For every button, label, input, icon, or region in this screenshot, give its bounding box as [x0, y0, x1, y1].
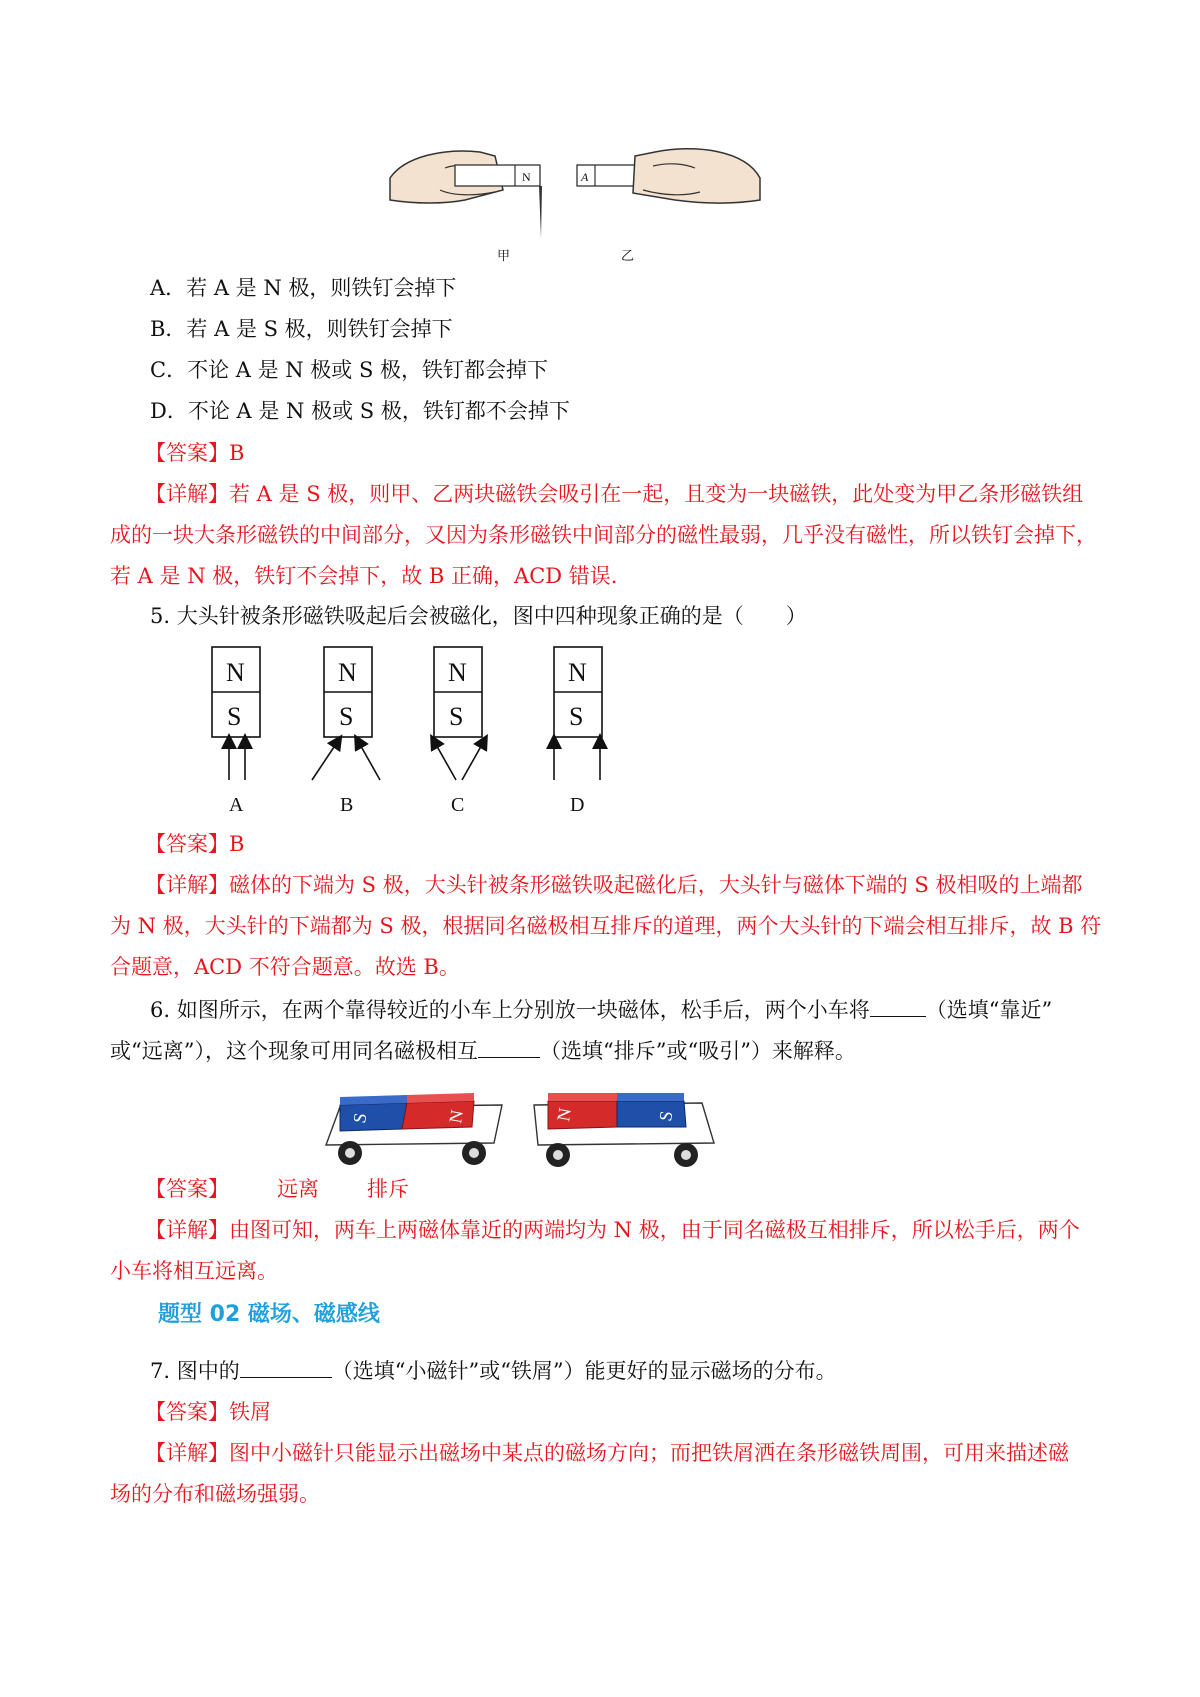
answer-blank: [478, 1035, 540, 1058]
answer-value-1: 远离: [277, 1177, 319, 1201]
detail-tag: 【详解】: [145, 1441, 229, 1465]
q6-cars-figure: [322, 1079, 722, 1189]
pole-n: N: [338, 658, 357, 687]
stem-text: （选填“排斥”或“吸引”）来解释。: [539, 1039, 856, 1063]
answer-tag: 【答案】: [145, 1400, 229, 1424]
label-a: A: [229, 794, 244, 815]
detail-tag: 【详解】: [145, 1218, 229, 1242]
answer-value: 铁屑: [229, 1400, 271, 1424]
stem-text: 6. 如图所示，在两个靠得较近的小车上分别放一块磁体，松手后，两个小车将: [150, 998, 870, 1022]
label-b: B: [340, 794, 354, 815]
hands-magnets-figure: [385, 138, 765, 268]
answer-value-2: 排斥: [367, 1177, 409, 1201]
q6-detail-line-1: [145, 1215, 1080, 1245]
pole-s-label: S: [655, 1109, 677, 1123]
answer-tag: 【答案】: [145, 832, 229, 856]
pole-s: S: [449, 702, 464, 731]
magnet-jia-letter: N: [522, 170, 531, 184]
detail-text: 磁体的下端为 S 极，大头针被条形磁铁吸起磁化后，大头针与磁体下端的 S 极相吸的上端都: [229, 873, 1083, 897]
option-b: B．若 A 是 S 极，则铁钉会掉下: [150, 317, 453, 341]
right-hand: [633, 149, 760, 203]
magnet-option-c: [434, 647, 484, 815]
pole-s: S: [569, 702, 584, 731]
stem-text: 或“远离”），这个现象可用同名磁极相互: [110, 1039, 478, 1063]
label-jia: 甲: [497, 249, 511, 264]
q4-detail-line-2: 成的一块大条形磁铁的中间部分，又因为条形磁铁中间部分的磁性最弱，几乎没有磁性，所以铁钉会掉下，: [110, 523, 1097, 547]
q6-stem-line-1: [150, 994, 1052, 1025]
answer-tag: 【答案】: [145, 441, 229, 465]
pole-n: N: [226, 658, 245, 687]
label-yi: 乙: [621, 249, 635, 264]
q4-answer: [145, 438, 244, 468]
iron-nail: [539, 186, 542, 238]
option-c: C．不论 A 是 N 极或 S 极，铁钉都会掉下: [150, 358, 549, 382]
detail-text: 由图可知，两车上两磁体靠近的两端均为 N 极，由于同名磁极互相排斥，所以松手后，两个: [229, 1218, 1080, 1242]
q6-detail-line-2: 小车将相互远离。: [110, 1259, 278, 1283]
pole-n: N: [568, 658, 587, 687]
answer-blank: [240, 1355, 332, 1378]
q7-stem: [150, 1355, 837, 1386]
answer-tag: 【答案】: [145, 1177, 229, 1201]
answer-value: B: [229, 441, 245, 465]
q6-stem-line-2: [110, 1035, 1100, 1066]
magnet-yi-letter: A: [581, 170, 589, 184]
stem-text: （选填“小磁针”或“铁屑”）能更好的显示磁场的分布。: [331, 1359, 837, 1383]
q5-detail-line-3: 合题意，ACD 不符合题意。故选 B。: [110, 955, 460, 979]
detail-tag: 【详解】: [145, 873, 229, 897]
label-c: C: [451, 794, 465, 815]
section-heading: 题型 02 磁场、磁感线: [158, 1302, 380, 1327]
pole-s: S: [227, 702, 242, 731]
pole-s: S: [339, 702, 354, 731]
car-right: [534, 1093, 714, 1167]
pole-n-label: N: [553, 1106, 576, 1123]
q7-detail-line-1: [145, 1438, 1069, 1468]
q6-answer: [145, 1174, 409, 1204]
option-a: A．若 A 是 N 极，则铁钉会掉下: [150, 276, 457, 300]
q4-detail-line-3: 若 A 是 N 极，铁钉不会掉下，故 B 正确，ACD 错误.: [110, 564, 618, 588]
q7-detail-line-2: 场的分布和磁场强弱。: [110, 1482, 320, 1506]
q5-answer: [145, 829, 244, 859]
magnet-option-d: [554, 647, 602, 815]
stem-text: （选填“靠近”: [925, 998, 1053, 1022]
answer-blank: [870, 994, 926, 1017]
q4-detail-line-1: [145, 479, 1083, 509]
pole-n-label: N: [445, 1108, 468, 1125]
option-d: D．不论 A 是 N 极或 S 极，铁钉都不会掉下: [150, 399, 570, 423]
magnet-option-a: [212, 647, 260, 815]
label-d: D: [570, 794, 585, 815]
q7-answer: [145, 1397, 271, 1427]
detail-tag: 【详解】: [145, 482, 229, 506]
magnet-option-b: [312, 647, 380, 815]
detail-text: 图中小磁针只能显示出磁场中某点的磁场方向；而把铁屑洒在条形磁铁周围，可用来描述磁: [229, 1441, 1069, 1465]
stem-text: 7. 图中的: [150, 1359, 240, 1383]
q5-detail-line-2: 为 N 极，大头针的下端都为 S 极，根据同名磁极相互排斥的道理，两个大头针的下端会相互排斥，故 B 符: [110, 914, 1102, 938]
q5-magnets-figure: [200, 645, 660, 815]
answer-value: B: [229, 832, 245, 856]
detail-text: 若 A 是 S 极，则甲、乙两块磁铁会吸引在一起，且变为一块磁铁，此处变为甲乙条形磁铁组: [229, 482, 1084, 506]
q5-stem: 5. 大头针被条形磁铁吸起后会被磁化，图中四种现象正确的是（ ）: [150, 604, 807, 628]
pole-s-label: S: [349, 1111, 371, 1125]
q5-detail-line-1: [145, 870, 1082, 900]
pole-n: N: [448, 658, 467, 687]
car-left: [326, 1093, 502, 1165]
